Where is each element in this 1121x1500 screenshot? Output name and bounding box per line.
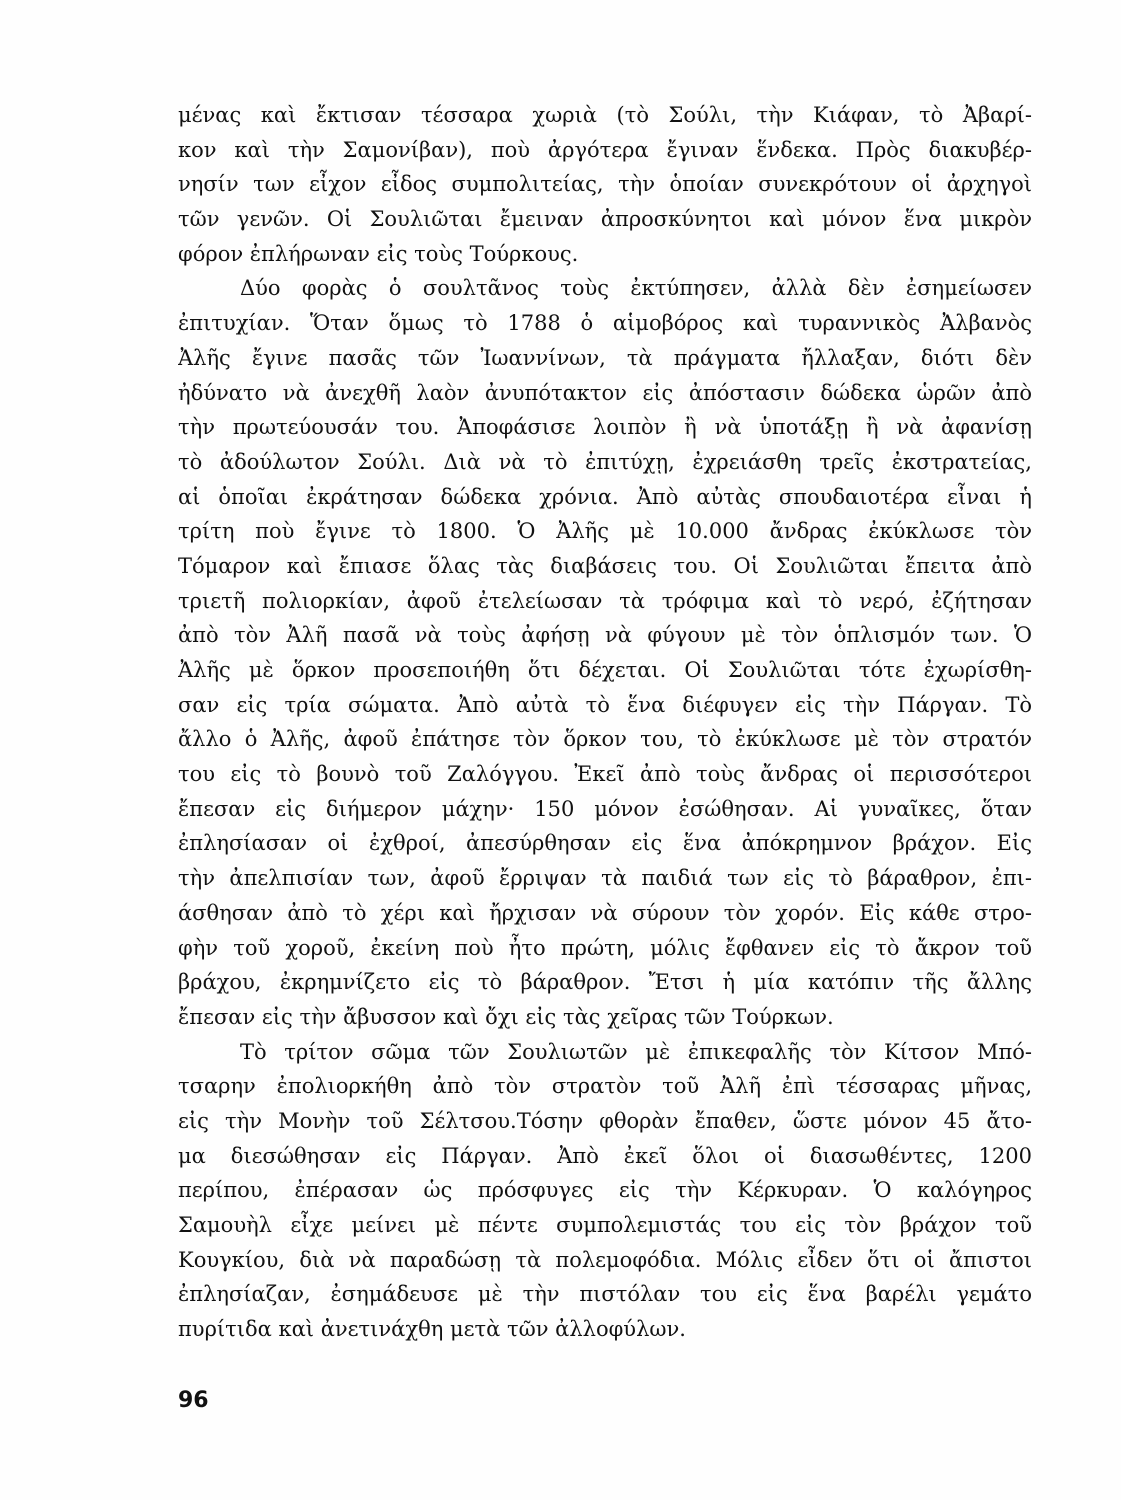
text-line: ἔπεσαν εἰς τὴν ἄβυσσον καὶ ὄχι εἰς τὰς χεῖρας τῶν Τούρκων. [178, 1004, 834, 1029]
body-text [178, 98, 1032, 1347]
text-line: αἱ ὁποῖαι ἐκράτησαν δώδεκα χρόνια. Ἀπὸ αὐτὰς σπουδαιοτέρα εἶναι ἡ [178, 484, 1032, 509]
text-line: τρίτη ποὺ ἔγινε τὸ 1800. Ὁ Ἀλῆς μὲ 10.000 ἄνδρας ἐκύκλωσε τὸν [178, 519, 1032, 544]
text-line: του εἰς τὸ βουνὸ τοῦ Ζαλόγγου. Ἐκεῖ ἀπὸ τοὺς ἄνδρας οἱ περισσότεροι [178, 762, 1032, 787]
text-line: Σαμουὴλ εἶχε μείνει μὲ πέντε συμπολεμιστάς του εἰς τὸν βράχον τοῦ [178, 1213, 1032, 1237]
text-line: ἔπεσαν εἰς διήμερον μάχην· 150 μόνον ἐσώθησαν. Αἱ γυναῖκες, ὅταν [178, 796, 1032, 821]
text-line: Τὸ τρίτον σῶμα τῶν Σουλιωτῶν μὲ ἐπικεφαλῆς τὸν Κίτσον Μπό- [240, 1039, 1032, 1064]
text-line: ἐπιτυχίαν. Ὅταν ὅμως τὸ 1788 ὁ αἱμοβόρος καὶ τυραννικὸς Ἀλβανὸς [178, 311, 1032, 336]
text-line: νησίν των εἶχον εἶδος συμπολιτείας, τὴν ὁποίαν συνεκρότουν οἱ ἀρχηγοὶ [178, 172, 1032, 197]
text-line: Ἀλῆς μὲ ὅρκον προσεποιήθη ὅτι δέχεται. Οἱ Σουλιῶται τότε ἐχωρίσθη- [178, 658, 1032, 682]
text-line: ἄλλο ὁ Ἀλῆς, ἀφοῦ ἐπάτησε τὸν ὅρκον του, τὸ ἐκύκλωσε μὲ τὸν στρατόν [178, 727, 1032, 752]
text-line: κον καὶ τὴν Σαμονίβαν), ποὺ ἀργότερα ἔγιναν ἕνδεκα. Πρὸς διακυβέρ- [178, 137, 1032, 162]
text-line: πυρίτιδα καὶ ἀνετινάχθη μετὰ τῶν ἀλλοφύλων. [178, 1317, 686, 1342]
text-line: τριετῆ πολιορκίαν, ἀφοῦ ἐτελείωσαν τὰ τρόφιμα καὶ τὸ νερό, ἐζήτησαν [178, 588, 1032, 613]
text-line: ἀπὸ τὸν Ἀλῆ πασᾶ νὰ τοὺς ἀφήσῃ νὰ φύγουν μὲ τὸν ὁπλισμόν των. Ὁ [178, 623, 1032, 648]
text-line: τῶν γενῶν. Οἱ Σουλιῶται ἔμειναν ἀπροσκύνητοι καὶ μόνον ἕνα μικρὸν [178, 207, 1032, 232]
text-line: μα διεσώθησαν εἰς Πάργαν. Ἀπὸ ἐκεῖ ὅλοι οἱ διασωθέντες, 1200 [178, 1143, 1032, 1168]
text-line: Κουγκίου, διὰ νὰ παραδώσῃ τὰ πολεμοφόδια. Μόλις εἶδεν ὅτι οἱ ἄπιστοι [178, 1247, 1032, 1272]
paragraph [178, 1035, 1032, 1347]
text-line: Ἀλῆς ἔγινε πασᾶς τῶν Ἰωαννίνων, τὰ πράγματα ἤλλαξαν, διότι δὲν [178, 345, 1032, 370]
text-line: τὴν πρωτεύουσάν του. Ἀποφάσισε λοιπὸν ἢ νὰ ὑποτάξῃ ἢ νὰ ἀφανίσῃ [178, 415, 1032, 440]
text-line: άσθησαν ἀπὸ τὸ χέρι καὶ ἤρχισαν νὰ σύρουν τὸν χορόν. Εἰς κάθε στρο- [178, 900, 1032, 925]
text-line: ἠδύνατο νὰ ἀνεχθῆ λαὸν ἀνυπότακτον εἰς ἀπόστασιν δώδεκα ὡρῶν ἀπὸ [178, 380, 1032, 405]
text-line: σαν εἰς τρία σώματα. Ἀπὸ αὐτὰ τὸ ἕνα διέφυγεν εἰς τὴν Πάργαν. Τὸ [178, 692, 1032, 717]
text-line: τὸ ἀδούλωτον Σούλι. Διὰ νὰ τὸ ἐπιτύχῃ, ἐχρειάσθη τρεῖς ἐκστρατείας, [178, 449, 1032, 474]
text-line: περίπου, ἐπέρασαν ὡς πρόσφυγες εἰς τὴν Κέρκυραν. Ὁ καλόγηρος [178, 1178, 1032, 1203]
paragraph [178, 98, 1032, 271]
text-line: εἰς τὴν Μονὴν τοῦ Σέλτσου.Τόσην φθορὰν ἔπαθεν, ὥστε μόνον 45 ἄτο- [178, 1108, 1032, 1133]
text-line: τσαρην ἐπολιορκήθη ἀπὸ τὸν στρατὸν τοῦ Ἀλῆ ἐπὶ τέσσαρας μῆνας, [178, 1074, 1032, 1099]
paragraph [178, 271, 1032, 1034]
text-line: Δύο φορὰς ὁ σουλτᾶνος τοὺς ἐκτύπησεν, ἀλλὰ δὲν ἐσημείωσεν [240, 276, 1032, 301]
text-line: φὴν τοῦ χοροῦ, ἐκείνη ποὺ ἦτο πρώτη, μόλις ἔφθανεν εἰς τὸ ἄκρον τοῦ [178, 935, 1032, 960]
text-line: φόρον ἐπλήρωναν εἰς τοὺς Τούρκους. [178, 241, 579, 266]
text-line: ἐπλησίαζαν, ἐσημάδευσε μὲ τὴν πιστόλαν του εἰς ἕνα βαρέλι γεμάτο [178, 1282, 1032, 1307]
text-line: βράχου, ἐκρημνίζετο εἰς τὸ βάραθρον. Ἔτσι ἡ μία κατόπιν τῆς ἄλλης [178, 970, 1032, 995]
text-line: ἐπλησίασαν οἱ ἐχθροί, ἀπεσύρθησαν εἰς ἕνα ἀπόκρημνον βράχον. Εἰς [178, 831, 1032, 856]
text-line: τὴν ἀπελπισίαν των, ἀφοῦ ἔρριψαν τὰ παιδιά των εἰς τὸ βάραθρον, ἐπι- [178, 866, 1032, 891]
page-number: 96 [178, 1388, 209, 1413]
text-line: Τόμαρον καὶ ἔπιασε ὅλας τὰς διαβάσεις του. Οἱ Σουλιῶται ἔπειτα ἀπὸ [178, 553, 1032, 578]
text-line: μένας καὶ ἔκτισαν τέσσαρα χωριὰ (τὸ Σούλι, τὴν Κιάφαν, τὸ Ἀβαρί- [178, 103, 1032, 127]
